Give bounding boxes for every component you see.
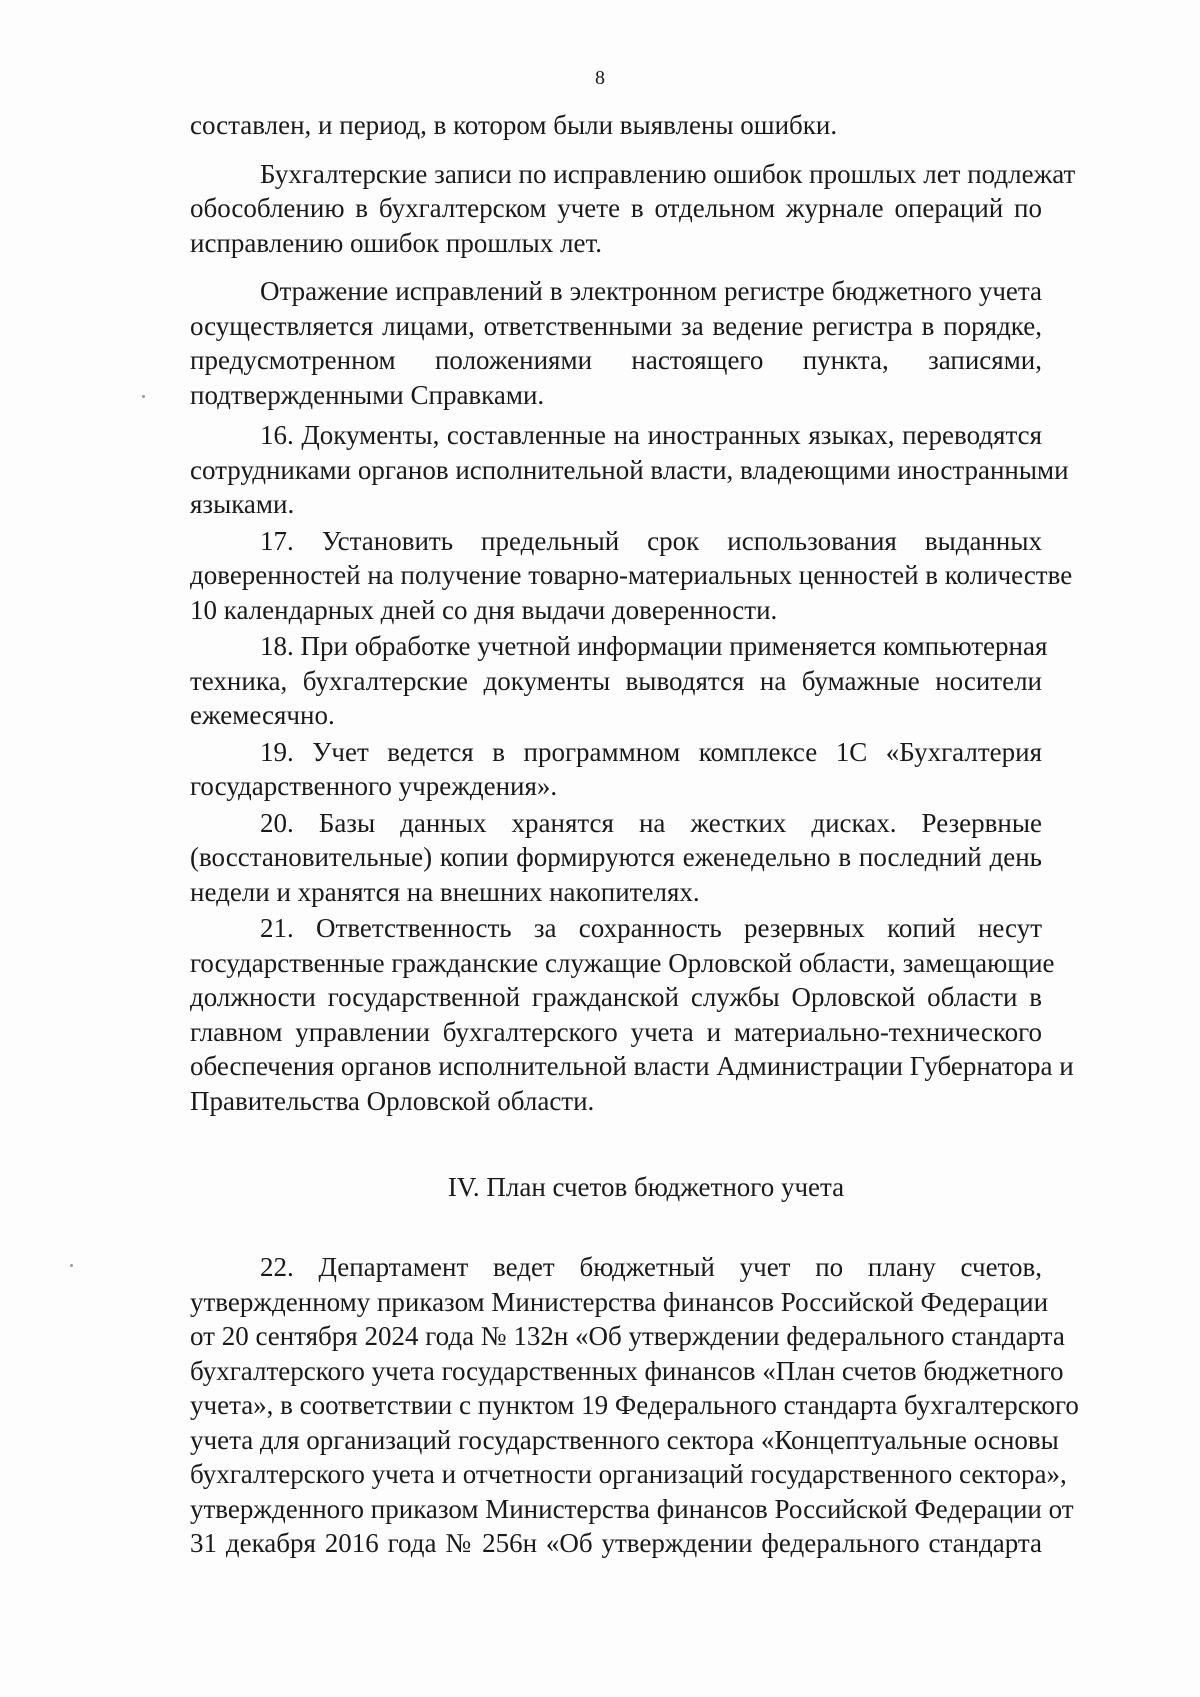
text-line: ежемесячно. — [190, 700, 335, 730]
text-line: языками. — [190, 489, 295, 519]
text-line: 19. Учет ведется в программном комплексе 1С «Бухгалтерия — [260, 736, 1042, 767]
scan-speck — [142, 395, 145, 398]
text-line: от 20 сентября 2024 года № 132н «Об утверждении федерального стандарта — [190, 1321, 1065, 1351]
text-line: государственного учреждения». — [190, 771, 558, 801]
paragraph-20 — [190, 806, 1042, 910]
text-line: утвержденного приказом Министерства финансов Российской Федерации от — [190, 1493, 1074, 1524]
text-line: учета», в соответствии с пунктом 19 Федерального стандарта бухгалтерского — [190, 1390, 1079, 1420]
paragraph-correction-records — [190, 157, 1076, 261]
text-line: 17. Установить предельный срок использования выданных — [260, 525, 1042, 556]
text-line: 22. Департамент ведет бюджетный учет по плану счетов, — [260, 1252, 1042, 1282]
text-line: должности государственной гражданской службы Орловской области в — [190, 982, 1042, 1012]
text-line: бухгалтерского учета и отчетности организаций государственного сектора», — [190, 1459, 1067, 1489]
text-line: осуществляется лицами, ответственными за ведение регистра в порядке, — [190, 310, 1042, 341]
scan-speck — [70, 1264, 73, 1267]
text-line: исправлению ошибок прошлых лет. — [190, 227, 602, 258]
text-line: главном управлении бухгалтерского учета и материально-технического — [190, 1016, 1042, 1047]
section-heading: IV. План счетов бюджетного учета — [447, 1172, 845, 1202]
text-line: подтвержденными Справками. — [190, 379, 545, 410]
text-line: 20. Базы данных хранятся на жестких дисках. Резервные — [260, 807, 1042, 838]
text-line: (восстановительные) копии формируются еженедельно в последний день — [190, 842, 1042, 872]
paragraph-16 — [190, 418, 1069, 522]
text-line: 16. Документы, составленные на иностранных языках, переводятся — [260, 420, 1042, 450]
text-line: 18. При обработке учетной информации применяется компьютерная — [260, 631, 1048, 661]
paragraph-21 — [190, 911, 1074, 1118]
text-line: 31 декабря 2016 года № 256н «Об утверждении федерального стандарта — [190, 1528, 1042, 1558]
text-line: 21. Ответственность за сохранность резервных копий несут — [260, 913, 1042, 943]
paragraph-electronic-register — [190, 274, 1042, 412]
text-line: составлен, и период, в котором были выявлены ошибки. — [190, 110, 838, 140]
paragraph-18 — [190, 629, 1048, 733]
text-line: бухгалтерского учета государственных финансов «План счетов бюджетного — [190, 1355, 1064, 1386]
text-line: Правительства Орловской области. — [190, 1085, 595, 1116]
text-line: доверенностей на получение товарно-материальных ценностей в количестве — [190, 560, 1073, 590]
paragraph-22 — [190, 1250, 1079, 1561]
document-body — [190, 108, 1079, 1561]
text-line: обеспечения органов исполнительной власти Администрации Губернатора и — [190, 1051, 1074, 1081]
text-line: предусмотренном положениями настоящего пункта, записями, — [190, 345, 1042, 375]
text-line: обособлению в бухгалтерском учете в отдельном журнале операций по — [190, 193, 1042, 223]
text-line: утвержденному приказом Министерства финансов Российской Федерации — [190, 1286, 1049, 1317]
text-line: учета для организаций государственного сектора «Концептуальные основы — [190, 1424, 1059, 1455]
text-line: Отражение исправлений в электронном регистре бюджетного учета — [260, 276, 1042, 306]
paragraph-19 — [190, 735, 1042, 804]
page-number: 8 — [595, 67, 605, 89]
paragraph-17 — [190, 524, 1073, 628]
text-line: сотрудниками органов исполнительной власти, владеющими иностранными — [190, 454, 1069, 485]
paragraph-intro-continuation — [190, 108, 1042, 143]
text-line: Бухгалтерские записи по исправлению ошибок прошлых лет подлежат — [260, 158, 1076, 189]
text-line: 10 календарных дней со дня выдачи доверенности. — [190, 594, 778, 625]
text-line: техника, бухгалтерские документы выводятся на бумажные носители — [190, 665, 1042, 696]
text-line: государственные гражданские служащие Орловской области, замещающие — [190, 947, 1055, 978]
text-line: недели и хранятся на внешних накопителях. — [190, 876, 700, 907]
